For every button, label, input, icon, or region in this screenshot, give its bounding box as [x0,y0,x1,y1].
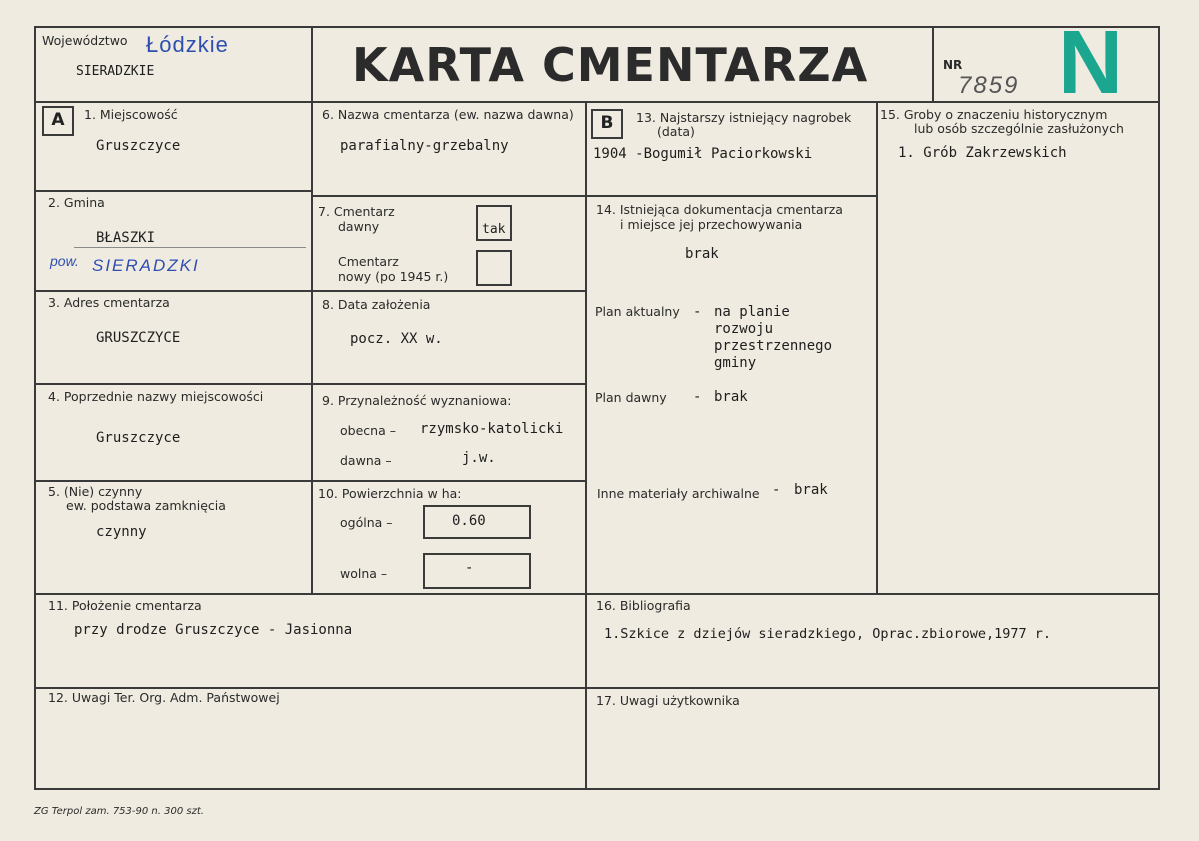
frame-left [34,26,36,789]
row-line-5 [34,593,1160,595]
field-11-label: 11. Położenie cmentarza [48,598,202,613]
header-divider-2 [932,26,934,103]
field-10-wolna-value: - [465,560,474,576]
field-4-value: Gruszczyce [96,430,181,446]
field-16-label: 16. Bibliografia [596,598,691,613]
col-divider-1 [311,101,313,593]
field-10-ogolna-label: ogólna – [340,515,393,530]
header-bottom-line [34,101,1160,103]
field-16-value: 1.Szkice z dziejów sieradzkiego, Oprac.zbiorowe,1977 r. [604,626,1052,642]
field-13-value: 1904 -Bogumił Paciorkowski [593,146,813,162]
field-4-label: 4. Poprzednie nazwy miejscowości [48,389,264,404]
field-2-label: 2. Gmina [48,195,105,210]
field-10-wolna-label: wolna – [340,566,388,581]
county-typed: SIERADZKIE [76,64,155,79]
field-7-nowy-label-1: Cmentarz [338,254,399,269]
field-2-pow-value: SIERADZKI [92,256,200,275]
section-a-letter: A [42,106,74,136]
field-10-label: 10. Powierzchnia w ha: [318,486,462,501]
field-14-label-1: 14. Istniejąca dokumentacja cmentarza [596,202,843,217]
field-15-value: 1. Grób Zakrzewskich [898,145,1067,161]
field-15-label-1: 15. Groby o znaczeniu historycznym [880,107,1108,122]
gmina-underline [74,247,306,248]
frame-right [1158,26,1160,789]
field-9-label: 9. Przynależność wyznaniowa: [322,393,512,408]
field-17-label: 17. Uwagi użytkownika [596,693,740,708]
frame-top [34,26,1160,28]
plan-aktualny-line-3: przestrzennego [714,338,833,354]
field-8-label: 8. Data założenia [322,297,431,312]
field-9-obecna-value: rzymsko-katolicki [420,421,564,437]
plan-aktualny-line-2: rozwoju [714,321,774,337]
checkbox-nowy[interactable] [476,250,512,286]
plan-aktualny-label: Plan aktualny [595,304,680,319]
field-3-label: 3. Adres cmentarza [48,295,170,310]
plan-dawny-value: brak [714,389,748,405]
plan-aktualny-dash: - [693,304,702,320]
plan-dawny-label: Plan dawny [595,390,667,405]
field-10-ogolna-box[interactable] [423,505,531,539]
row-line-11 [34,687,1160,689]
field-6-label: 6. Nazwa cmentarza (ew. nazwa dawna) [322,107,574,122]
col-divider-2 [585,101,587,788]
field-2-value: BŁASZKI [96,230,156,246]
nr-label: NR [943,58,963,72]
plan-aktualny-line-1: na planie [714,304,790,320]
row-line-2 [34,290,586,292]
wojewodztwo-value: Łódzkie [146,32,229,57]
field-14-label-2: i miejsce jej przechowywania [620,217,803,232]
field-2-pow-prefix: pow. [50,253,79,269]
field-9-dawna-label: dawna – [340,453,392,468]
field-7-dawny-label-1: 7. Cmentarz [318,204,395,219]
row-line-3 [34,383,586,385]
inne-materialy-value: brak [794,482,828,498]
field-9-obecna-label: obecna – [340,423,396,438]
frame-bottom [34,788,1160,790]
field-14-value: brak [685,246,719,262]
inne-materialy-dash: - [772,482,781,498]
checkbox-dawny-value: tak [482,222,506,237]
field-7-dawny-label-2: dawny [338,219,380,234]
field-1-value: Gruszczyce [96,138,181,154]
field-5-value: czynny [96,524,147,540]
section-b-letter: B [591,109,623,139]
plan-dawny-dash: - [693,389,702,405]
header-divider-1 [311,26,313,103]
row-line-6 [311,195,586,197]
row-line-13 [585,195,877,197]
row-line-a1 [34,190,312,192]
field-11-value: przy drodze Gruszczyce - Jasionna [74,622,353,638]
field-13-label-1: 13. Najstarszy istniejący nagrobek [636,110,852,125]
field-9-dawna-value: j.w. [462,450,496,466]
field-8-value: pocz. XX w. [350,331,443,347]
plan-aktualny-line-4: gminy [714,355,757,371]
card-title: KARTA CMENTARZA [352,38,869,92]
col-divider-3 [876,101,878,593]
field-12-label: 12. Uwagi Ter. Org. Adm. Państwowej [48,690,280,705]
field-6-value: parafialny-grzebalny [340,138,509,154]
field-3-value: GRUSZCZYCE [96,330,181,346]
field-10-wolna-box[interactable] [423,553,531,589]
field-5-label-1: 5. (Nie) czynny [48,484,143,499]
field-5-label-2: ew. podstawa zamknięcia [66,498,226,513]
field-10-ogolna-value: 0.60 [452,513,486,529]
field-1-label: 1. Miejscowość [84,107,178,122]
field-15-label-2: lub osób szczególnie zasłużonych [914,121,1124,136]
inne-materialy-label: Inne materiały archiwalne [597,486,760,501]
row-line-4 [34,480,586,482]
field-7-nowy-label-2: nowy (po 1945 r.) [338,269,449,284]
nr-value: 7859 [958,72,1020,99]
checkbox-dawny[interactable] [476,205,512,241]
wojewodztwo-label: Województwo [42,33,128,48]
field-13-label-2: (data) [657,124,695,139]
print-info: ZG Terpol zam. 753-90 n. 300 szt. [34,806,204,817]
big-letter-marker: N [1058,13,1123,113]
